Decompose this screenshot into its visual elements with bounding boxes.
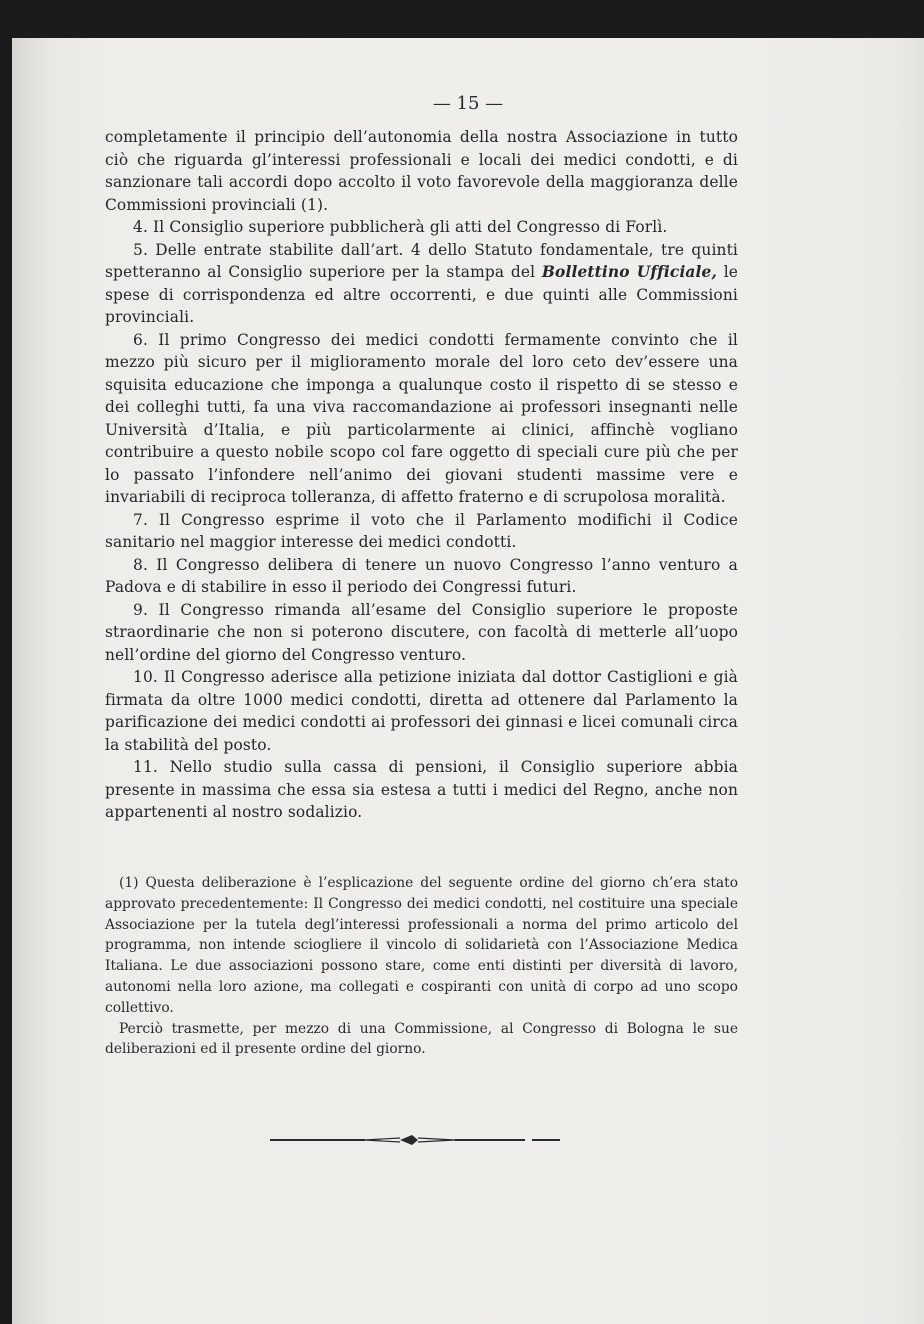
- closing-ornament: [270, 1133, 560, 1147]
- item-5-text-a: 5. Delle entrate stabilite dall’art. 4 dello Statuto fondamentale, tre quinti spetteranno al Consiglio superiore per la stampa del: [105, 240, 738, 281]
- item-7: 7. Il Congresso esprime il voto che il Parlamento modifichi il Codice sanitario nel maggior interesse dei medici condotti.: [105, 510, 738, 551]
- bollettino-title: Bollettino Ufficiale,: [541, 263, 718, 281]
- item-9: 9. Il Congresso rimanda all’esame del Consiglio superiore le proposte straordinarie che non si poterono discutere, con facoltà di metterle all’uopo nell’ordine del giorno del Congresso venturo.: [105, 600, 738, 664]
- footnote-paragraph-1: (1) Questa deliberazione è l’esplicazione del seguente ordine del giorno ch’era stato approvato precedentemente: Il Congresso dei medici condotti, nel costituire una speciale Associazione per la tutela degl’interessi professionali a norma del primo articolo del programma, non intende sciogliere il vincolo di solidarietà con l’Associazione Medica Italiana. Le due associazioni possono stare, come enti distinti per diversità di lavoro, autonomi nella loro azione, ma collegati e cospiranti con unità di corpo ad uno scopo collettivo.: [105, 875, 738, 1016]
- page-number: — 15 —: [432, 93, 504, 114]
- item-11: 11. Nello studio sulla cassa di pensioni, il Consiglio superiore abbia presente in massima che essa sia estesa a tutti i medici del Regno, anche non appartenenti al nostro sodalizio.: [105, 758, 738, 821]
- item-5-text-b: le spese di corrispondenza ed altre occorrenti, e due quinti alle Commissioni provinciali.: [105, 263, 739, 326]
- item-4: 4. Il Consiglio superiore pubblicherà gli atti del Congresso di Forlì.: [133, 218, 668, 236]
- item-5: [105, 239, 738, 329]
- document-page: [12, 38, 924, 1324]
- footnote-paragraph-2: Perciò trasmette, per mezzo di una Commissione, al Congresso di Bologna le sue deliberazioni ed il presente ordine del giorno.: [105, 1020, 738, 1058]
- intro-paragraph: completamente il principio dell’autonomia della nostra Associazione in tutto ciò che riguarda gl’interessi professionali e locali dei medici condotti, e di sanzionare tali accordi dopo accolto il voto favorevole della maggioranza delle Commissioni provinciali (1).: [105, 128, 738, 214]
- footnote: [105, 873, 738, 1060]
- main-text: [105, 126, 738, 824]
- item-8: 8. Il Congresso delibera di tenere un nuovo Congresso l’anno venturo a Padova e di stabilire in esso il periodo dei Congressi futuri.: [105, 555, 738, 596]
- item-10: 10. Il Congresso aderisce alla petizione iniziata dal dottor Castiglioni e già firmata da oltre 1000 medici condotti, diretta ad ottenere dal Parlamento la parificazione dei medici condotti ai professori dei ginnasi e licei comunali circa la stabilità del posto.: [105, 668, 738, 754]
- item-6: 6. Il primo Congresso dei medici condotti fermamente convinto che il mezzo più sicuro per il miglioramento morale del loro ceto dev’essere una squisita educazione che imponga a qualunque costo il rispetto di se stesso e dei colleghi tutti, fa una viva raccomandazione ai professori insegnanti nelle Università d’Italia, e più particolarmente ai clinici, affinchè vogliano contribuire a questo nobile scopo col fare oggetto di speciali cure più che per lo passato l’infondere nell’animo dei giovani studenti massime vere e invariabili di reciproca tolleranza, di affetto fraterno e di scrupolosa moralità.: [105, 330, 738, 506]
